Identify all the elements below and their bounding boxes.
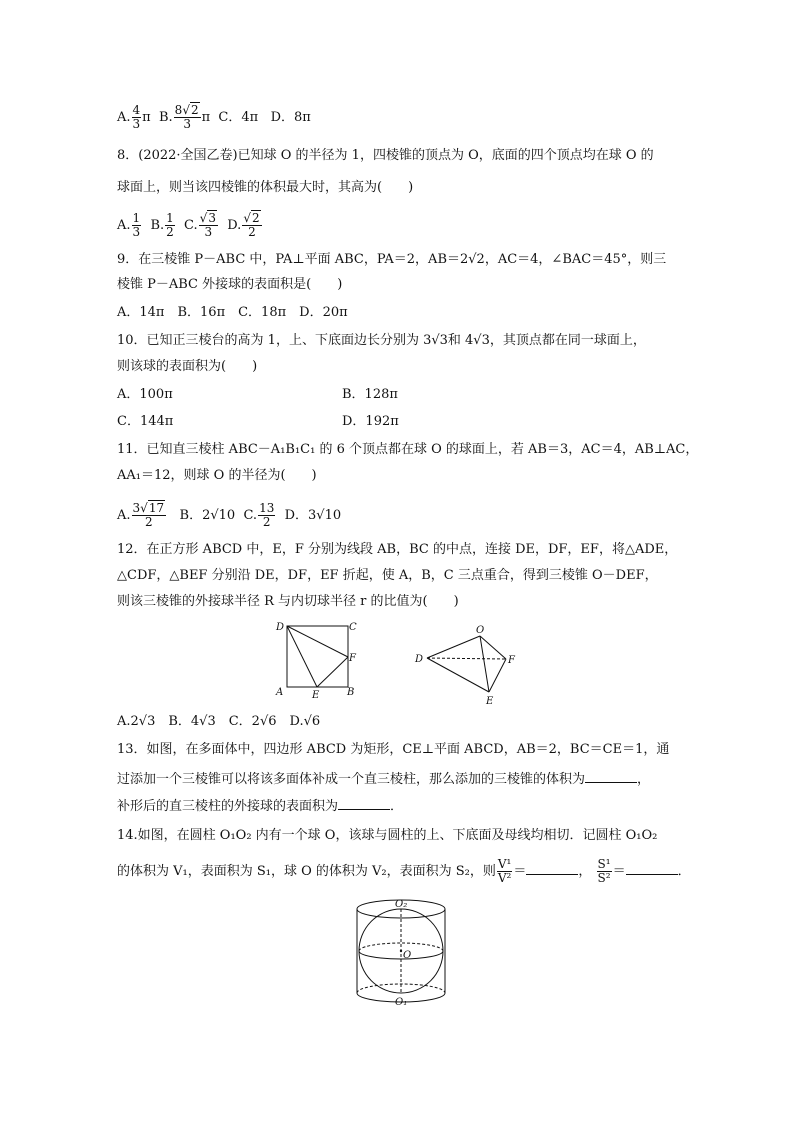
q12-options: A.2√3 B．4√3 C．2√6 D.√6 [117, 714, 321, 729]
q7-options: A. $\frac{4}{3}$ π B. $\frac{8√2}{3}$ π C．4π D．8π [117, 103, 311, 131]
q14-blank-1 [526, 862, 578, 875]
q8-line2: 球面上，则当该四棱锥的体积最大时，其高为( ) [117, 180, 414, 195]
fig2-label-d: D [415, 654, 424, 665]
q9-line1: 9．在三棱锥 P－ABC 中，PA⊥平面 ABC，PA＝2，AB＝2√2，AC＝4，∠BAC＝45°，则三 [117, 252, 667, 267]
q10-option-d: D．192π [342, 414, 399, 429]
q14-blank-2 [626, 862, 678, 875]
q12-line1: 12．在正方形 ABCD 中，E，F 分别为线段 AB，BC 的中点，连接 DE，DF，EF，将△ADE， [117, 542, 678, 557]
q8-options: A. $\frac{1}{3}$ B. $\frac{1}{2}$ C. $\frac{√3}{3}$ D. $\frac{√2}{2}$ [117, 211, 260, 239]
q14-line1: 14.如图，在圆柱 O₁O₂ 内有一个球 O，该球与圆柱的上、下底面及母线均相切．记圆柱 O₁O₂ [117, 828, 658, 843]
q8-line1: 8．(2022·全国乙卷)已知球 O 的半径为 1，四棱锥的顶点为 O，底面的四个顶点均在球 O 的 [117, 148, 654, 163]
q13-blank-2 [338, 797, 390, 810]
fig1-label-b: B [347, 687, 355, 698]
q12-line3: 则该三棱锥的外接球半径 R 与内切球半径 r 的比值为( ) [117, 594, 459, 609]
q10-option-a: A．100π [117, 387, 173, 402]
q12-tetrahedron-figure [410, 622, 525, 708]
fig3-label-o1: O₁ [395, 997, 408, 1008]
q13-blank-1 [585, 770, 637, 783]
fig1-label-f: F [349, 653, 356, 664]
q7-option-c: C．4π [218, 110, 259, 125]
fig1-label-c: C [349, 622, 357, 633]
fig1-label-a: A [276, 687, 284, 698]
q10-option-c: C．144π [117, 414, 174, 429]
q10-option-b: B．128π [342, 387, 398, 402]
q13-line2: 过添加一个三棱锥可以将该多面体补成一个直三棱柱，那么添加的三棱锥的体积为 ， [117, 772, 651, 787]
q10-line1: 10．已知正三棱台的高为 1，上、下底面边长分别为 3√3和 4√3，其顶点都在同一球面上， [117, 333, 646, 348]
q12-line2: △CDF，△BEF 分别沿 DE，DF，EF 折起，使 A，B，C 三点重合，得到三棱锥 O－DEF， [117, 568, 658, 583]
fig1-label-d: D [276, 622, 285, 633]
q11-options: A. $\frac{3√17}{2}$ B．2√10 C. $\frac{13}{2}$ D．3√10 [117, 501, 342, 529]
q10-line2: 则该球的表面积为( ) [117, 359, 258, 374]
q11-line2: AA₁＝12，则球 O 的半径为( ) [117, 468, 317, 483]
q7-option-d: D．8π [270, 110, 311, 125]
q9-options: A．14π B．16π C．18π D．20π [117, 305, 348, 320]
fig2-label-e: E [486, 696, 494, 707]
q14-v-ratio: $\frac{\text{V¹}}{\text{V²}}$ [497, 857, 512, 885]
fig2-label-f: F [508, 655, 515, 666]
q14-line2: 的体积为 V₁，表面积为 S₁，球 O 的体积为 V₂，表面积为 S₂，则 $\frac{\text{V¹}}{\text{V²}}$ ＝ ， $\frac{\text{S¹}}{\text{S²}}$ ＝ ． [117, 857, 691, 885]
fig2-label-o: O [476, 625, 485, 636]
q7-option-a-frac: $\frac{4}{3}$ [132, 103, 141, 131]
fig3-label-o: O [403, 950, 412, 961]
q9-line2: 棱锥 P－ABC 外接球的表面积是( ) [117, 277, 343, 292]
q11-line1: 11．已知直三棱柱 ABC－A₁B₁C₁ 的 6 个顶点都在球 O 的球面上，若 AB＝3，AC＝4，AB⊥AC， [117, 442, 699, 457]
q14-cylinder-figure [352, 894, 450, 1010]
q14-s-ratio: $\frac{\text{S¹}}{\text{S²}}$ [597, 857, 611, 885]
q13-line3: 补形后的直三棱柱的外接球的表面积为 ． [117, 799, 404, 814]
fig3-label-o2: O₂ [395, 899, 408, 910]
q13-line1: 13．如图，在多面体中，四边形 ABCD 为矩形，CE⊥平面 ABCD，AB＝2，BC＝CE＝1，通 [117, 742, 670, 757]
q12-square-figure [270, 618, 360, 702]
fig1-label-e: E [312, 690, 320, 701]
q7-option-b-frac: $\frac{8√2}{3}$ [174, 103, 199, 131]
